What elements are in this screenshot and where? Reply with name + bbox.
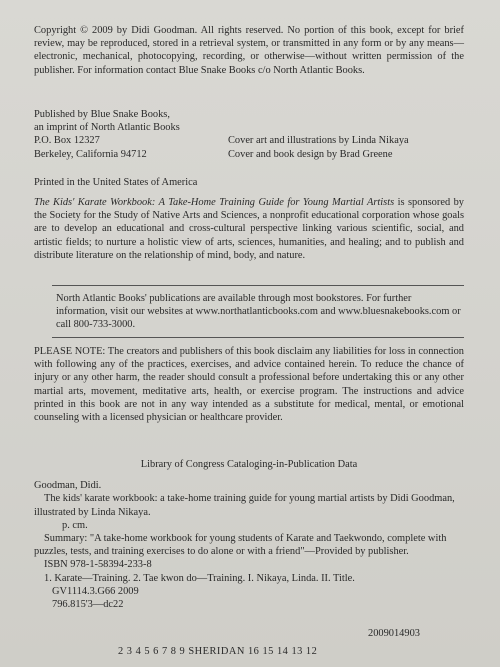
publisher-line-4: Berkeley, California 94712 [34,148,147,160]
copyright-text: Copyright © 2009 by Didi Goodman. All rights reserved. No portion of this book, except for brief review, may be reproduced, stored in a retrieval system, or transmitted in any form or by any means—electronic, mechanical, photocopying, recording, or otherwise—without written permission of the publisher. For information contact Blue Snake Books c/o North Atlantic Books. [34,25,464,76]
lccn: 2009014903 [368,628,420,639]
cip-author: Goodman, Didi. [34,480,102,492]
cip-data [34,458,464,611]
credit-cover-art: Cover art and illustrations by Linda Nikaya [228,135,409,147]
printed-in-text: Printed in the United States of America [34,177,198,188]
cip-summary: Summary: "A take-home workbook for young students of Karate and Taekwondo, complete with puzzles, tests, and training exercises to do alone or with a friend"—Provided by publisher. [34,533,447,558]
publisher-info [34,108,464,161]
cip-pages: p. cm. [62,519,88,531]
copyright-notice [34,24,464,77]
please-note [34,345,464,424]
please-note-text: PLEASE NOTE: The creators and publishers of this book disclaim any liabilities for loss in connection with following any of the practices, exercises, and advice contained herein. To reduce the chance of injury or any other harm, the reader should consult a professional before undertaking this or any other martial arts, movement, meditative arts, health, or exercise program. The instructions and advice printed in this book are not in any way intended as a substitute for medical, mental, or emotional counseling with a licensed physician or healthcare provider. [34,346,464,424]
divider-bottom [52,337,464,338]
society-text [34,196,464,262]
cip-dewey: 796.815'3—dc22 [52,599,124,611]
print-line: 2 3 4 5 6 7 8 9 SHERIDAN 16 15 14 13 12 [118,646,318,657]
cip-title: Library of Congress Cataloging-in-Publication Data [140,459,358,470]
society-statement [34,196,464,262]
cip-classification: GV1114.3.G66 2009 [52,585,139,597]
divider-top [52,285,464,286]
printed-in [34,176,464,189]
cip-subjects: 1. Karate—Training. 2. Tae kwon do—Training. I. Nikaya, Linda. II. Title. [44,572,355,584]
cip-isbn: ISBN 978-1-58394-233-8 [44,559,152,571]
availability-notice [56,292,464,332]
society-body: is sponsored by the Society for the Study of Native Arts and Sciences, a nonprofit educational corporation whose goals are to develop an educational and cross-cultural perspective linking various scientific, social, and artistic fields; to nurture a holistic view of arts, sciences, humanities, and healing; and to publish and distribute literature on the relationship of mind, body, and nature. [34,197,465,261]
availability-text: North Atlantic Books' publications are available through most bookstores. For further information, visit our websites at www.northatlanticbooks.com and www.bluesnakebooks.com or call 800-733-3000. [56,293,461,331]
cip-description: The kids' karate workbook: a take-home training guide for young martial artists by Didi Goodman, illustrated by Linda Nikaya. [34,493,455,518]
book-title: The Kids' Karate Workbook: A Take-Home Training Guide for Young Martial Artists [34,197,395,208]
publisher-line-2: an imprint of North Atlantic Books [34,122,180,134]
publisher-line-1: Published by Blue Snake Books, [34,109,170,120]
credit-book-design: Cover and book design by Brad Greene [228,148,393,160]
publisher-line-3: P.O. Box 12327 [34,135,100,147]
